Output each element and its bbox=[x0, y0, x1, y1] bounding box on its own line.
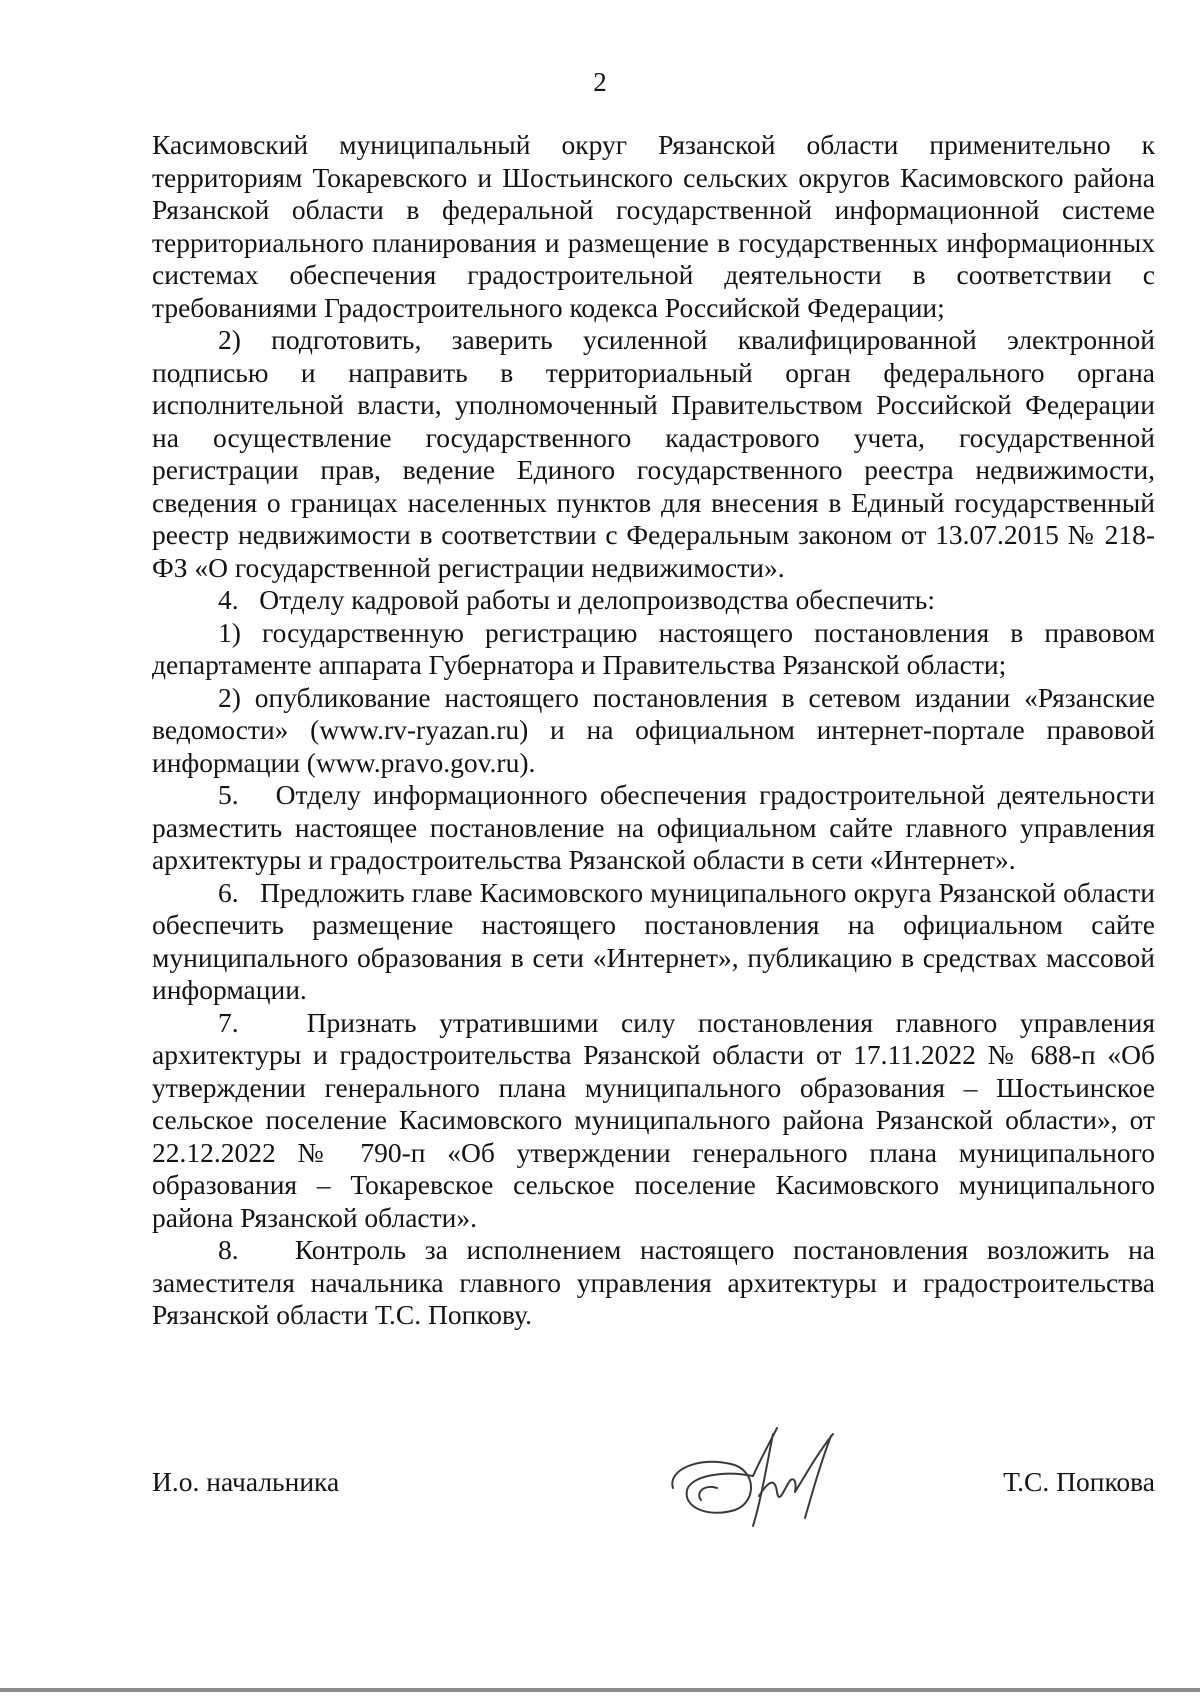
signature-block bbox=[152, 1466, 1155, 1506]
paragraph-subitem-2: 2) подготовить, заверить усиленной квалифицированной электронной подписью и направить в территориальный орган федерального органа исполнительной власти, уполномоченный Правительством Российской Федерации на осуществление государственного кадастрового учета, государственной регистрации прав, ведение Единого государственного реестра недвижимости, сведения о границах населенных пунктов для внесения в Единый государственный реестр недвижимости в соответствии с Федеральным законом от 13.07.2015 № 218-ФЗ «О государственной регистрации недвижимости». bbox=[152, 324, 1155, 583]
page-number: 2 bbox=[593, 67, 607, 97]
paragraph-item-5: 5. Отделу информационного обеспечения градостроительной деятельности разместить настоящее постановление на официальном сайте главного управления архитектуры и градостроительства Рязанской области в сети «Интернет». bbox=[152, 779, 1155, 875]
paragraph-item-8: 8. Контроль за исполнением настоящего постановления возложить на заместителя начальника главного управления архитектуры и градостроительства Рязанской области Т.С. Попкову. bbox=[152, 1234, 1155, 1330]
document-body bbox=[152, 129, 1155, 1332]
paragraph-subitem-4-1: 1) государственную регистрацию настоящего постановления в правовом департаменте аппарата Губернатора и Правительства Рязанской области; bbox=[152, 616, 1155, 680]
paragraph-continuation: Касимовский муниципальный округ Рязанской области применительно к территориям Токаревского и Шостьинского сельских округов Касимовского района Рязанской области в федеральной государственной информационной системе территориального планирования и размещение в государственных информационных системах обеспечения градостроительной деятельности в соответствии с требованиями Градостроительного кодекса Российской Федерации; bbox=[152, 129, 1155, 323]
paragraph-item-4: 4. Отделу кадровой работы и делопроизводства обеспечить: bbox=[218, 584, 935, 615]
signatory-name: Т.С. Попкова bbox=[1003, 1466, 1155, 1497]
paragraph-item-7: 7. Признать утратившими силу постановления главного управления архитектуры и градостроительства Рязанской области от 17.11.2022 № 688-п «Об утверждении генерального плана муниципального образования – Шостьинское сельское поселение Касимовского муниципального района Рязанской области», от 22.12.2022 № 790-п «Об утверждении генерального плана муниципального образования – Токаревское сельское поселение Касимовского муниципального района Рязанской области». bbox=[152, 1006, 1155, 1233]
signatory-position: И.о. начальника bbox=[152, 1466, 340, 1497]
scan-edge-line bbox=[0, 1688, 1200, 1692]
handwritten-signature bbox=[665, 1418, 855, 1538]
paragraph-subitem-4-2: 2) опубликование настоящего постановления в сетевом издании «Рязанские ведомости» (www.rv-ryazan.ru) и на официальном интернет-портале правовой информации (www.pravo.gov.ru). bbox=[152, 681, 1155, 778]
paragraph-item-6: 6. Предложить главе Касимовского муниципального округа Рязанской области обеспечить размещение настоящего постановления на официальном сайте муниципального образования в сети «Интернет», публикацию в средствах массовой информации. bbox=[152, 876, 1155, 1005]
